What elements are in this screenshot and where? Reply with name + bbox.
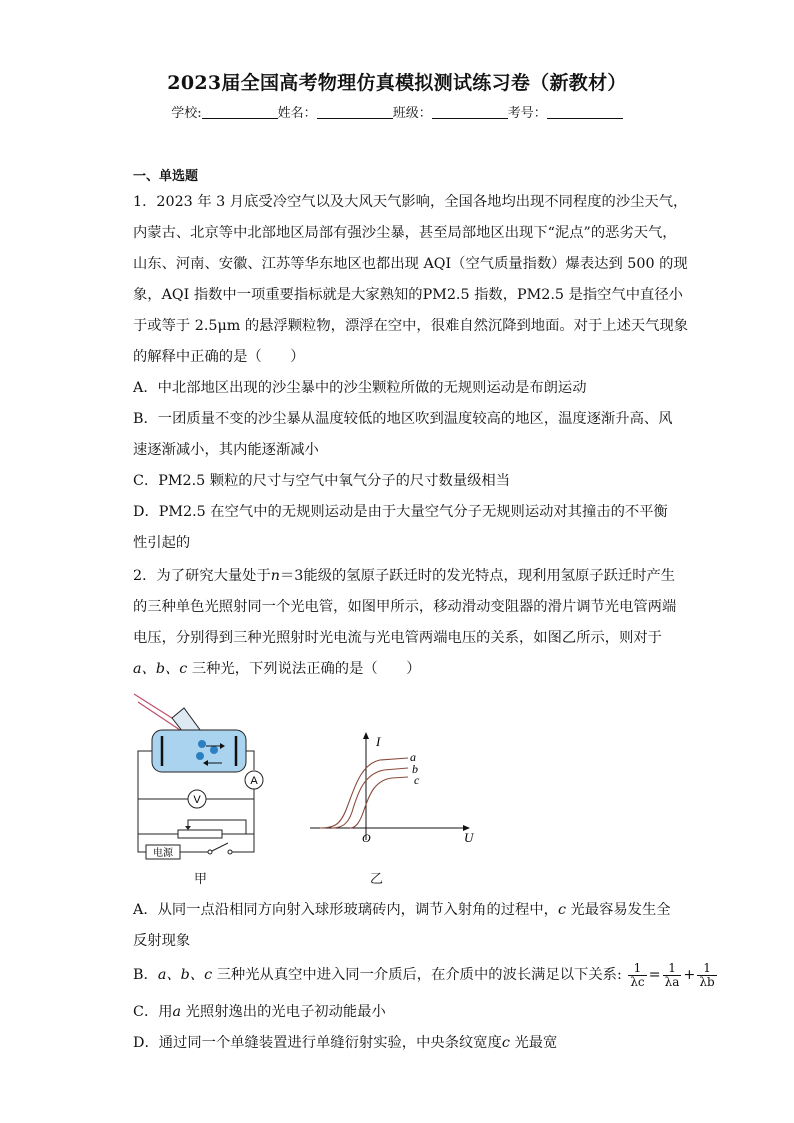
name-blank[interactable] <box>317 104 393 119</box>
phototube <box>152 730 246 772</box>
class-label: 班级： <box>392 106 432 121</box>
voltmeter-label: V <box>193 794 201 806</box>
q2-option-a-cont: 反射现象 <box>133 933 191 949</box>
q1-option-c[interactable]: C．PM2.5 颗粒的尺寸与空气中氧气分子的尺寸数量级相当 <box>133 473 511 489</box>
curve-b <box>332 768 408 828</box>
q2-line: 电压，分别得到三种光照射时光电流与光电管两端电压的关系，如图乙所示，则对于 <box>133 630 662 646</box>
exam-no-blank[interactable] <box>547 104 623 119</box>
rheostat <box>178 830 222 838</box>
q2-option-a[interactable]: A．从同一点沿相同方向射入球形玻璃砖内，调节入射角的过程中，c 光最容易发生全 <box>133 902 671 918</box>
student-info-row <box>0 102 794 121</box>
curve-c <box>350 777 408 828</box>
electron <box>198 740 206 748</box>
q2-line: 的三种单色光照射同一个光电管，如图甲所示，移动滑动变阻器的滑片调节光电管两端 <box>133 599 677 615</box>
section-heading: 一、单选题 <box>133 169 199 184</box>
x-axis-label: U <box>464 830 474 845</box>
q1-line: 山东、河南、安徽、江苏等华东地区也都出现 AQI（空气质量指数）爆表达到 500 的现 <box>133 256 688 272</box>
q1-line: 象，AQI 指数中一项重要指标就是大家熟知的PM2.5 指数，PM2.5 是指空气中直径小 <box>133 287 683 303</box>
exam-title: 2023届全国高考物理仿真模拟测试练习卷（新教材） <box>167 72 627 94</box>
q2-option-b[interactable]: B．a、b、c 三种光从真空中进入同一介质后，在介质中的波长满足以下关系: $\frac{1}{\lambda c}$ = $\frac{1}{\lambda a}$ + $\frac{1}{\lambda b}$ <box>133 960 715 989</box>
curve-a-label: a <box>410 750 416 764</box>
iu-graph <box>300 730 480 845</box>
school-label: 学校: <box>171 106 202 121</box>
fraction: $\frac{1}{\lambda a}$ <box>664 960 680 989</box>
curve-b-label: b <box>412 762 418 776</box>
ammeter-label: A <box>250 775 258 787</box>
q1-line: 于或等于 2.5μm 的悬浮颗粒物，漂浮在空中，很难自然沉降到地面。对于上述天气现象 <box>133 318 689 334</box>
fraction: $\frac{1}{\lambda c}$ <box>630 960 645 989</box>
power-label: 电源 <box>153 848 173 859</box>
switch <box>212 843 228 851</box>
curve-c-label: c <box>414 773 420 787</box>
q1-option-b[interactable]: B．一团质量不变的沙尘暴从温度较低的地区吹到温度较高的地区，温度逐渐升高、风 <box>133 411 673 427</box>
origin-label: O <box>362 831 371 845</box>
name-label: 姓名： <box>277 106 317 121</box>
q1-option-d[interactable]: D．PM2.5 在空气中的无规则运动是由于大量空气分子无规则运动对其撞击的不平衡 <box>133 504 668 520</box>
circuit-diagram <box>128 692 278 862</box>
wire <box>246 751 254 770</box>
electron <box>196 752 204 760</box>
figure-a-caption: 甲 <box>194 872 208 887</box>
y-axis-label: I <box>376 734 381 749</box>
q2-line: a、b、c 三种光，下列说法正确的是（ ） <box>133 661 421 677</box>
class-blank[interactable] <box>432 104 508 119</box>
q2-line: 2．为了研究大量处于n＝3能级的氢原子跃迁时的发光特点，现利用氢原子跃迁时产生 <box>133 568 676 584</box>
wire <box>138 751 152 834</box>
q1-option-a[interactable]: A．中北部地区出现的沙尘暴中的沙尘颗粒所做的无规则运动是布朗运动 <box>133 380 587 396</box>
exam-no-label: 考号： <box>507 106 547 121</box>
curve-a <box>320 758 408 828</box>
q1-line: 1．2023 年 3 月底受冷空气以及大风天气影响，全国各地均出现不同程度的沙尘天气， <box>133 194 688 210</box>
q1-option-d-cont: 性引起的 <box>133 535 191 551</box>
q2-option-c[interactable]: C．用a 光照射逸出的光电子初动能最小 <box>133 1004 386 1020</box>
q1-line: 内蒙古、北京等中北部地区局部有强沙尘暴，甚至局部地区出现下“泥点”的恶劣天气， <box>133 225 677 241</box>
q2-option-d[interactable]: D．通过同一个单缝装置进行单缝衍射实验，中央条纹宽度c 光最宽 <box>133 1035 558 1051</box>
electron <box>210 746 218 754</box>
school-blank[interactable] <box>202 104 278 119</box>
figure-b-caption: 乙 <box>370 872 384 887</box>
fraction: $\frac{1}{\lambda b}$ <box>699 960 715 989</box>
q1-line: 的解释中正确的是（ ） <box>133 349 305 365</box>
q1-option-b-cont: 速逐渐减小，其内能逐渐减小 <box>133 442 319 458</box>
